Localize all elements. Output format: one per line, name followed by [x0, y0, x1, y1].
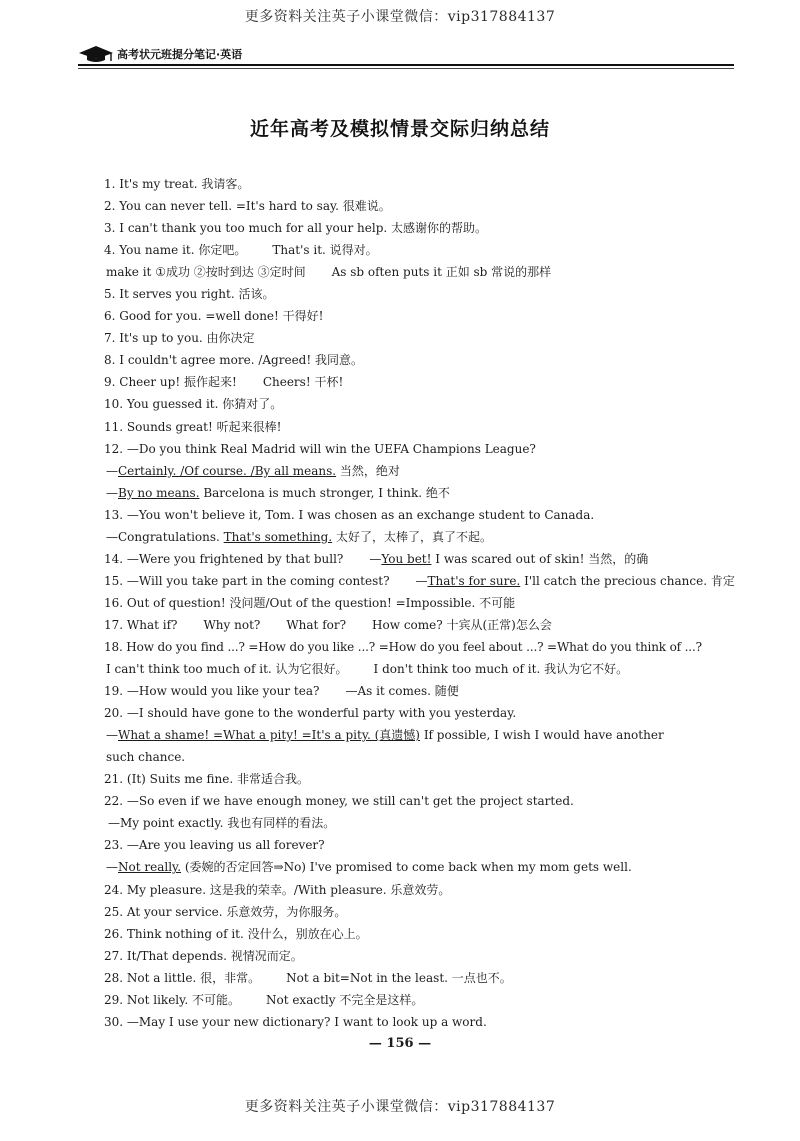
page-title: 近年高考及模拟情景交际归纳总结	[249, 118, 550, 140]
entry-18-note: I can't think too much of it. 认为它很好。 I don't think too much of it. 我认为它不好。	[106, 662, 629, 677]
series-title: 高考状元班提分笔记·英语	[117, 48, 243, 61]
entry-25: 25. At your service. 乐意效劳，为你服务。	[104, 904, 347, 919]
entry-20-reply: —What a shame! =What a pity! =It's a pity. (真遗憾) If possible, I wish I would have another	[106, 728, 664, 743]
entry-7: 7. It's up to you. 由你决定	[104, 331, 255, 346]
entry-9: 9. Cheer up! 振作起来! Cheers! 干杯!	[104, 375, 344, 390]
entry-13-reply: —Congratulations. That's something. 太好了，太棒了，真了不起。	[106, 529, 492, 544]
series-header	[78, 44, 242, 64]
entry-15: 15. —Will you take part in the coming contest? —That's for sure. I'll catch the precious chance. 肯定	[104, 573, 735, 588]
entry-6: 6. Good for you. =well done! 干得好!	[104, 309, 324, 324]
entry-3: 3. I can't thank you too much for all your help. 太感谢你的帮助。	[104, 221, 488, 236]
watermark-top: 更多资料关注英子小课堂微信：vip317884137	[244, 9, 556, 25]
watermark-bottom: 更多资料关注英子小课堂微信：vip317884137	[244, 1099, 556, 1115]
entry-22-reply: —My point exactly. 我也有同样的看法。	[108, 816, 336, 831]
header-divider	[78, 64, 734, 66]
entry-20-reply-cont: such chance.	[106, 750, 186, 765]
entry-list	[104, 173, 744, 1033]
entry-22: 22. —So even if we have enough money, we still can't get the project started.	[104, 794, 574, 809]
entry-12-reply-b: —By no means. Barcelona is much stronger, I think. 绝不	[106, 485, 450, 500]
entry-1: 1. It's my treat. 我请客。	[104, 177, 250, 191]
entry-18: 18. How do you find ...? =How do you like ...? =How do you feel about ...? =What do you think of ...?	[104, 639, 702, 654]
entry-21: 21. (It) Suits me fine. 非常适合我。	[104, 772, 309, 787]
entry-12: 12. —Do you think Real Madrid will win the UEFA Champions League?	[104, 441, 536, 456]
entry-28: 28. Not a little. 很，非常。 Not a bit=Not in the least. 一点也不。	[104, 970, 512, 985]
entry-20: 20. —I should have gone to the wonderful party with you yesterday.	[104, 706, 517, 721]
header-divider-thin	[78, 68, 734, 69]
entry-8: 8. I couldn't agree more. /Agreed! 我同意。	[104, 353, 363, 368]
entry-19: 19. —How would you like your tea? —As it comes. 随便	[104, 684, 459, 699]
entry-4-note: make it ①成功 ②按时到达 ③定时间 As sb often puts it 正如 sb 常说的那样	[106, 265, 552, 280]
graduation-cap-icon	[78, 44, 114, 64]
entry-30: 30. —May I use your new dictionary? I want to look up a word.	[104, 1014, 487, 1029]
entry-5: 5. It serves you right. 活该。	[104, 287, 275, 302]
entry-14: 14. —Were you frightened by that bull? —You bet! I was scared out of skin! 当然，的确	[104, 551, 649, 566]
entry-26: 26. Think nothing of it. 没什么，别放在心上。	[104, 926, 368, 941]
entry-23-reply: —Not really. (委婉的否定回答⇒No) I've promised to come back when my mom gets well.	[106, 860, 632, 875]
entry-23: 23. —Are you leaving us all forever?	[104, 838, 325, 853]
entry-4: 4. You name it. 你定吧。 That's it. 说得对。	[104, 243, 378, 258]
entry-27: 27. It/That depends. 视情况而定。	[104, 948, 303, 963]
entry-24: 24. My pleasure. 这是我的荣幸。/With pleasure. 乐意效劳。	[104, 882, 451, 897]
entry-16: 16. Out of question! 没问题/Out of the question! =Impossible. 不可能	[104, 595, 516, 610]
entry-13: 13. —You won't believe it, Tom. I was chosen as an exchange student to Canada.	[104, 507, 595, 522]
entry-10: 10. You guessed it. 你猜对了。	[104, 397, 283, 412]
page-number: — 156 —	[368, 1036, 432, 1051]
entry-12-reply-a: —Certainly. /Of course. /By all means. 当然，绝对	[106, 463, 400, 478]
entry-29: 29. Not likely. 不可能。 Not exactly 不完全是这样。	[104, 992, 424, 1007]
entry-2: 2. You can never tell. =It's hard to say. 很难说。	[104, 199, 391, 214]
entry-11: 11. Sounds great! 听起来很棒!	[104, 419, 282, 434]
entry-17: 17. What if? Why not? What for? How come? 十宾从(正常)怎么会	[104, 617, 552, 632]
